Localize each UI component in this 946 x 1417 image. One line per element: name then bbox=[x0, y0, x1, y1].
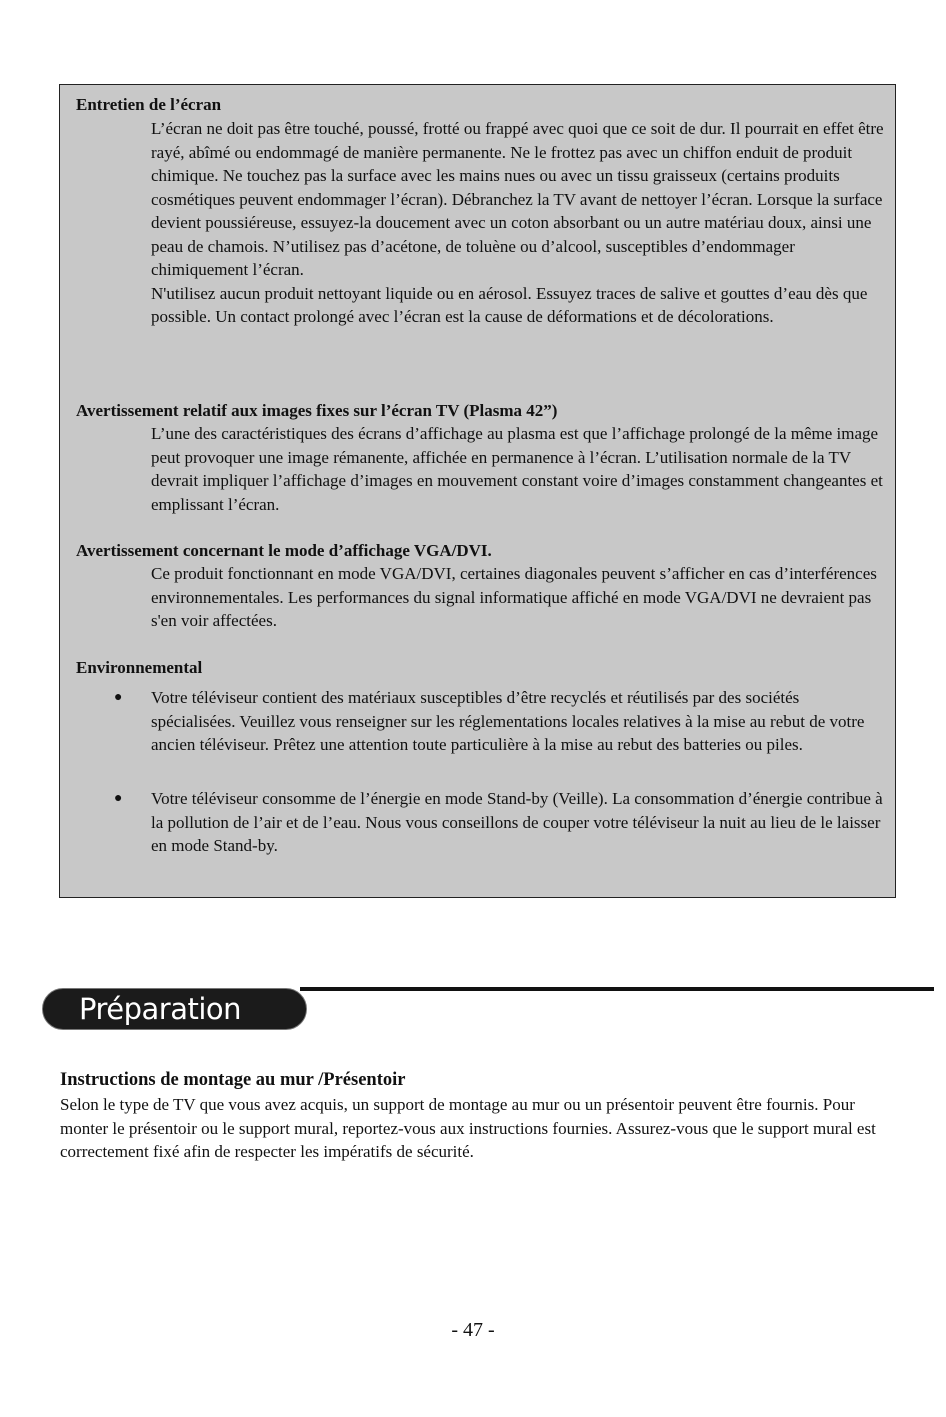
screen-care-paragraph: L’écran ne doit pas être touché, poussé, frotté ou frappé avec quoi que ce soit de dur. Il pourrait en effet être rayé, abîmé ou endommagé de manière permanente. Ne le frottez pas avec un chiffon enduit de produit chimique. Ne touchez pas la surface avec les mains nues ou avec un tissu graisseux (certains produits cosmétiques peuvent endommager l’écran). Débranchez la TV avant de nettoyer l’écran. Lorsque la surface devient poussiéreuse, essuyez-la doucement avec un coton absorbant ou un autre matériau doux, ainsi une peau de chamois. N’utilisez pas d’acétone, de toluène ou d’alcool, susceptibles d’endommager chimiquement l’écran. bbox=[151, 119, 884, 279]
environment-bullet-1: Votre téléviseur contient des matériaux susceptibles d’être recyclés et réutilisés par des sociétés spécialisées. Veuillez vous renseigner sur les réglementations locales relatives à la mise au rebut de votre ancien téléviseur. Prêtez une attention toute particulière à la mise au rebut des batteries ou piles. bbox=[151, 688, 865, 754]
still-images-text: L’une des caractéristiques des écrans d’affichage au plasma est que l’affichage prolongé de la même image peut provoquer une image rémanente, affichée en permanence à l’écran. L’utilisation normale de la TV devrait impliquer l’affichage d’images en mouvement constant voire d’images constamment changeantes et emplissant l’écran. bbox=[151, 424, 883, 514]
mounting-text: Selon le type de TV que vous avez acquis, un support de montage au mur ou un présentoir peuvent être fournis. Pour monter le présentoir ou le support mural, reportez-vous aux instructions fournies. Assurez-vous que le support mural est correctement fixé afin de respecter les impératifs de sécurité. bbox=[60, 1095, 876, 1161]
page-number: - 47 - bbox=[451, 1319, 495, 1341]
screen-care-heading: Entretien de l’écran bbox=[76, 95, 222, 114]
environment-bullet-2: Votre téléviseur consomme de l’énergie en mode Stand-by (Veille). La consommation d’énergie contribue à la pollution de l’air et de l’eau. Nous vous conseillons de couper votre téléviseur la nuit au lieu de le laisser en mode Stand-by. bbox=[151, 789, 883, 855]
screen-care-text bbox=[151, 117, 886, 329]
section-header-pill bbox=[42, 988, 307, 1030]
section-rule bbox=[300, 987, 934, 991]
bullet-icon: ● bbox=[114, 690, 123, 705]
still-images-heading: Avertissement relatif aux images fixes sur l’écran TV (Plasma 42”) bbox=[76, 401, 558, 420]
environment-heading: Environnemental bbox=[76, 658, 203, 677]
vga-dvi-heading: Avertissement concernant le mode d’affichage VGA/DVI. bbox=[76, 541, 492, 560]
mounting-heading: Instructions de montage au mur /Présentoir bbox=[60, 1070, 406, 1090]
bullet-icon: ● bbox=[114, 791, 123, 806]
section-header-label: Préparation bbox=[79, 992, 242, 1026]
screen-care-paragraph-2: N'utilisez aucun produit nettoyant liquide ou en aérosol. Essuyez traces de salive et gouttes d’eau dès que possible. Un contact prolongé avec l’écran est la cause de déformations et de décolorations. bbox=[151, 283, 868, 326]
vga-dvi-text: Ce produit fonctionnant en mode VGA/DVI, certaines diagonales peuvent s’afficher en cas d’interférences environnementales. Les performances du signal informatique affiché en mode VGA/DVI ne devraient pas s'en voir affectées. bbox=[151, 564, 877, 630]
notice-box bbox=[59, 84, 896, 898]
